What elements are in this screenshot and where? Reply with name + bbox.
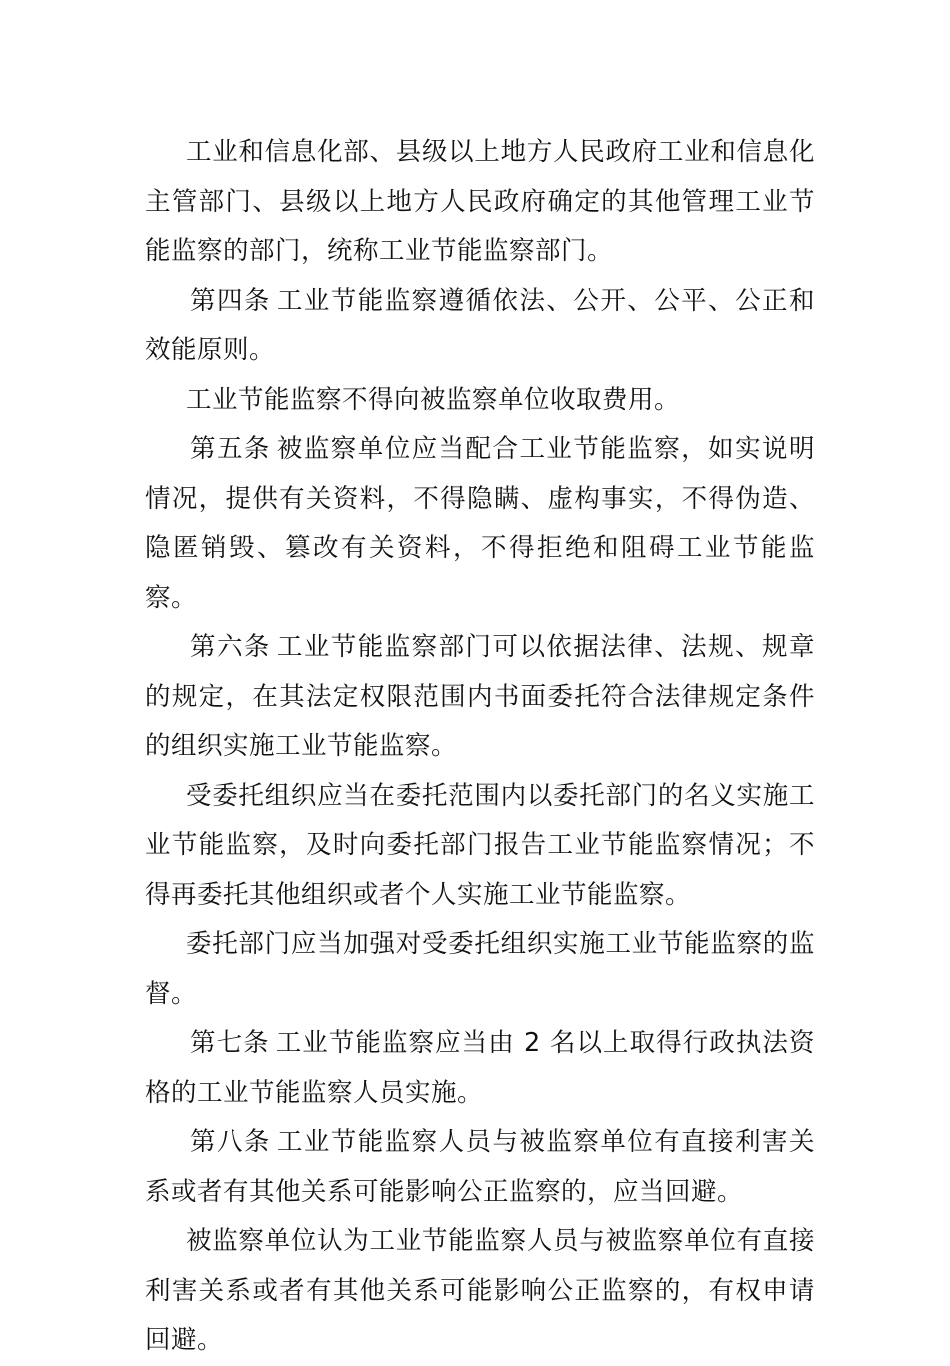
- paragraph-text: 工业节能监察人员与被监察单位有直接利害关系或者有其他关系可能影响公正监察的，应当回避。: [145, 1127, 815, 1207]
- article-number: 第五条: [190, 434, 271, 464]
- article-number: 第八条: [190, 1127, 271, 1157]
- paragraph-text: 工业节能监察不得向被监察单位收取费用。: [186, 384, 681, 415]
- paragraph-text: 工业节能监察遵循依法、公开、公平、公正和效能原则。: [145, 285, 815, 365]
- article-number: 第六条: [190, 632, 271, 662]
- paragraph-3: [145, 376, 815, 426]
- paragraph-article-5: [145, 425, 815, 623]
- paragraph-text: 被监察单位认为工业节能监察人员与被监察单位有直接利害关系或者有其他关系可能影响公正监察的，有权申请回避。: [145, 1226, 815, 1355]
- document-body: [145, 128, 815, 1366]
- paragraph-1: [145, 128, 815, 277]
- paragraph-10: [145, 1217, 815, 1366]
- paragraph-article-8: [145, 1118, 815, 1217]
- paragraph-article-4: [145, 277, 815, 376]
- paragraph-text: 工业节能监察应当由 2 名以上取得行政执法资格的工业节能监察人员实施。: [145, 1028, 815, 1108]
- paragraph-text: 受委托组织应当在委托范围内以委托部门的名义实施工业节能监察，及时向委托部门报告工业节能监察情况；不得再委托其他组织或者个人实施工业节能监察。: [145, 780, 815, 910]
- paragraph-7: [145, 920, 815, 1019]
- article-number: 第四条: [190, 285, 271, 316]
- paragraph-text: 工业节能监察部门可以依据法律、法规、规章的规定，在其法定权限范围内书面委托符合法律规定条件的组织实施工业节能监察。: [145, 632, 815, 761]
- paragraph-text: 委托部门应当加强对受委托组织实施工业节能监察的监督。: [145, 929, 815, 1009]
- paragraph-article-7: [145, 1019, 815, 1118]
- paragraph-text: 被监察单位应当配合工业节能监察，如实说明情况，提供有关资料，不得隐瞒、虚构事实，不得伪造、隐匿销毁、篡改有关资料，不得拒绝和阻碍工业节能监察。: [145, 434, 815, 613]
- paragraph-6: [145, 772, 815, 921]
- article-number: 第七条: [190, 1028, 270, 1058]
- paragraph-article-6: [145, 623, 815, 772]
- paragraph-text: 工业和信息化部、县级以上地方人民政府工业和信息化主管部门、县级以上地方人民政府确定的其他管理工业节能监察的部门，统称工业节能监察部门。: [145, 137, 815, 266]
